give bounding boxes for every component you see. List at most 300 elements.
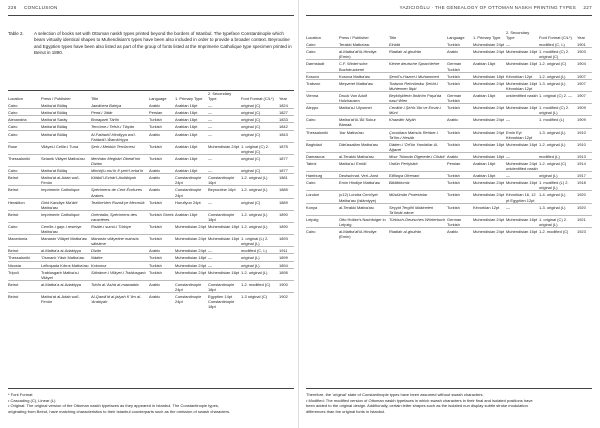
cell-font-format: 1. modified (C) 2. original (L) (539, 104, 577, 116)
cell-year: 1923 (577, 228, 592, 240)
cell-font-format: original (L) (539, 172, 577, 179)
cell-font-format: 1. modified (C) 2. original (C) (539, 48, 577, 60)
cell-location: Thessaloniki (306, 128, 339, 140)
table-row (8, 198, 294, 210)
cell-location: Konya (306, 203, 339, 215)
table-row (306, 128, 592, 140)
table-row (306, 159, 592, 171)
footnote-line: originating from Beirut, have matching characteristics to their Istanbul counterparts such as the omission of swash characters. (8, 408, 231, 414)
cell-press: Druck Von Adolf Holzhausen (339, 91, 389, 103)
cell-secondary-type: Muhendisian 16pt Kêvorkian 12pt (506, 80, 538, 91)
cell-font-format: original (C) (241, 198, 279, 210)
cell-secondary-type: Kêvorkian 16, 12 pt Egyptien 12pt (506, 191, 539, 203)
cell-secondary-type: Muhendisian 24pt unidentified naskh (506, 160, 538, 172)
header-rule-right (306, 15, 592, 16)
cell-font-format: 1-2. original (C) (539, 159, 577, 171)
cell-font-format: original (C) (241, 130, 279, 142)
cell-title: Al-Fatâwâ'l-Hindiyya wa'l-Fatâwâ'l-'Âlamkîriyya (91, 130, 149, 142)
cell-language: Turkish (447, 191, 473, 203)
cell-press: Matba'at al-Adab wa'l-Fenûn (41, 293, 91, 310)
cell-title: Jawâhera Bahiya (91, 103, 122, 109)
cell-title: Manastır vilâyetine mahsûs sâlnâme (91, 235, 149, 247)
cell-title: Nâdire (91, 254, 149, 261)
cell-primary-type: Hurufiyun 24pt (175, 198, 208, 210)
cell-press: Matba'at al-Adab wa'l-Fenûn (41, 174, 91, 186)
cell-title: Şerh-i Mektûb Tercümesi (91, 142, 149, 154)
caption-text: A selection of books set with Ottoman naskh types printed beyond the borders of Istanbul. The typeface Constantinople which bears virtually identical shapes to Muhendisian's types have been also included in order to provide a broader context. Beyroutine and Egyptien types have been also listed as part of the group of fonts listed at the Imprimerie Catholique type specimen printed in Beirut in 1890. (34, 31, 292, 55)
cell-primary-type: Arabian 16pt (175, 123, 208, 130)
cell-location: Cairo (306, 179, 339, 191)
cell-primary-type: Muhendisian 24pt (473, 179, 506, 191)
cell-year: 1881 (279, 174, 294, 186)
cell-title: Risâle-i sumû-i Türkiye (91, 222, 149, 234)
cell-title: Elnidâ (389, 42, 400, 48)
cell-language: Turkish (149, 235, 175, 247)
cell-primary-type: Muhendisian 24pt (175, 248, 207, 254)
cell-press: Trablusgarb Matba'a-i Vilâyet (41, 268, 91, 280)
cell-press: C.F. Winter'sche Buchdruckerei (339, 60, 389, 72)
footnote-line: • Modified: The modified version of Ottoman naskh typefaces in which swash characters in their final and isolated positions have (306, 397, 533, 403)
cell-primary-type: Arabian 16pt (175, 154, 208, 166)
cell-primary-type: Arabian 16pt (175, 109, 208, 116)
cell-font-format: 1-2. original (C) (539, 60, 577, 72)
cell-font-format: original (C) (241, 116, 279, 123)
cell-press: Matba'at Bûlâq (41, 109, 91, 116)
cell-year: 1900 (279, 280, 294, 292)
cell-title: Şemîl's-Hazret-i Muhammed (389, 72, 447, 79)
cell-font-format: 1. original (C) 2. original (C) (241, 142, 279, 154)
cell-title: Dâden-i 'Örf'ün Yanıldılar-ül-Ağavet (389, 140, 447, 152)
cell-year: 1903 (577, 48, 592, 60)
table-row (306, 228, 592, 240)
cell-font-format: 1. original (C) 2. original (L) (539, 215, 577, 227)
cell-location: Ruse (8, 142, 41, 154)
cell-press: Meşveret Matba'ası (339, 79, 389, 91)
cell-press: Vilâyet-i Celîle-i Tuna (41, 142, 91, 154)
cell-primary-type: Muhendisian 24pt (175, 262, 207, 268)
running-head-title-right: YAZICIOĞLU · THE GENEALOGY OF OTTOMAN NASKH PRINTING TYPES (399, 5, 576, 10)
cell-year: 1842 (279, 123, 294, 130)
cell-title: Riadiah al-ghufrân (389, 48, 447, 60)
cell-secondary-type: — (208, 247, 241, 254)
cell-secondary-type: Muhendisian 18pt (208, 268, 241, 280)
cell-title: Khawâfır Niyâh (389, 116, 447, 128)
cell-location: Leipzig (306, 215, 339, 227)
cell-title: Kokonoz (91, 261, 149, 268)
cell-location: Thessaloniki (8, 154, 41, 166)
cell-font-format: 1-3. original (L) (539, 203, 577, 215)
cell-location: Cairo (306, 228, 339, 240)
cell-year: 1843 (279, 130, 294, 142)
cell-press: Girid Kandiye Ma'ârif Matba'ası (41, 198, 91, 210)
cell-primary-type: Arabian 16pt (473, 172, 506, 179)
table-row (306, 152, 592, 159)
cell-location: Damascus (306, 152, 339, 159)
cell-primary-type: Muhendisian 18pt (473, 73, 505, 79)
cell-press: Matba'a-i Ulyunnet (339, 104, 389, 116)
cell-secondary-type: — (208, 109, 241, 116)
col-header-press: Press / Publisher (41, 96, 71, 102)
cell-language: Arabic (149, 167, 175, 174)
cell-title: Orientalia, Spécimens des caractères (91, 210, 149, 222)
cell-year: 1902 (279, 293, 294, 310)
cell-press: Matba'at Bûlâq (41, 103, 68, 109)
cell-font-format: 1-3. original (L) (539, 128, 577, 140)
cell-location: Beirut (8, 174, 41, 186)
page-number-right: 227 (583, 5, 592, 10)
cell-location: Kosovo (306, 72, 339, 79)
cell-language: Turkish (447, 179, 473, 191)
table-row (8, 154, 294, 166)
cell-language: Turkish (149, 254, 175, 261)
cell-font-format: 1. original (C) 2. — (539, 91, 577, 103)
cell-title: Divân (91, 247, 149, 254)
cell-language: Arabic (149, 293, 175, 310)
cell-language: Turkish (149, 154, 175, 166)
cell-press: Matba'a-i Emîdî (339, 159, 389, 171)
col-header-language: Language (447, 35, 465, 41)
cell-title: Çocuklara Mahsûs Rehber-i Ta'lîm-i Hesâb (389, 128, 447, 140)
table-row (306, 104, 592, 116)
cell-secondary-type: Egyptien 14pt Constantinople 18pt (208, 293, 241, 310)
cell-year: 1827 (279, 109, 294, 116)
footnote-line: Therefore, the 'original' state of Constantinople types have been assumed without swash characters. (306, 392, 484, 397)
col-header-secondary-type: 2. Secondary Type (506, 30, 530, 41)
cell-secondary-type: — (208, 116, 241, 123)
cell-font-format: modified (L) (539, 152, 577, 159)
cell-press: Otto Holtze's Nachfolger in Leipzig (339, 215, 389, 227)
cell-primary-type: Muhendisian 24pt (473, 191, 506, 203)
cell-title: Bildikkinmiz (389, 179, 447, 191)
cell-font-format: original (C) (241, 123, 279, 130)
table-bottom-rule-left (8, 388, 294, 389)
cell-press: Matba'at Sarây (41, 116, 91, 123)
cell-year: 1890 (279, 222, 294, 234)
cell-year: 1833 (279, 116, 294, 123)
col-header-location: Location (8, 96, 23, 102)
table-row (8, 102, 294, 109)
cell-title: Kleine deutsche Sprachlehre (389, 60, 447, 72)
cell-primary-type: Arabian 16pt (175, 130, 208, 142)
cell-title: Müslümân Protestolar (389, 191, 447, 203)
cell-year: 1904 (577, 60, 592, 72)
cell-language: Arabic (149, 130, 175, 142)
cell-press: Lefkoşada Kıbrıs Matba'ası (41, 261, 91, 268)
cell-press: Manastır Vilâyet Matba'ası (41, 235, 91, 247)
cell-press: (c12) Londra Cem'iyet Matba'ası (Islâmiyye) (339, 191, 389, 203)
col-header-location: Location (306, 35, 321, 41)
footnote-line: been added to the original design. Additionally, certain letter shapes such as the isolated nun display subtle stroke modulation (306, 403, 528, 409)
cell-secondary-type: — (506, 203, 539, 215)
cell-language: Arabic (149, 174, 175, 186)
cell-press: al-Matba'a al-Adabiyya (41, 247, 91, 254)
cell-language: Turkish (149, 142, 175, 154)
cell-press: al-Matba'a al-Adabiyya (41, 280, 91, 292)
cell-language: Turkish (149, 268, 175, 280)
cell-font-format: original (C) (241, 154, 279, 166)
table-row (306, 179, 592, 191)
cell-location: Nicosia (8, 261, 41, 268)
table-row (8, 235, 294, 247)
cell-language: Arabic (149, 280, 175, 292)
cell-font-format: modified (C, L) (539, 42, 565, 48)
cell-year: 1909 (577, 104, 592, 116)
cell-location: Cairo (8, 130, 41, 142)
cell-font-format: 1-2. original (L) (539, 140, 577, 152)
cell-location: Beirut (8, 186, 41, 198)
cell-language: Turkish (149, 116, 175, 123)
cell-location: Trabzon (306, 79, 339, 91)
cell-primary-type: Arabian 16pt (175, 116, 208, 123)
cell-primary-type: Kêvorkian 12pt (473, 203, 506, 215)
col-header-primary-type: 1. Primary Type (175, 96, 203, 102)
table-row (306, 203, 592, 215)
cell-press: Imprimerie Catholique (41, 210, 91, 222)
running-head-left (8, 5, 294, 12)
cell-location: Cairo (306, 48, 339, 60)
cell-font-format: 1-4. original (L) (539, 191, 577, 203)
table-row (8, 130, 294, 142)
left-page (8, 0, 294, 428)
cell-title: Pend-i 'Attâr (91, 109, 149, 116)
cell-title: Minhâj'u-mu'în fî şerh'i-erba'în (91, 167, 149, 174)
table-row (8, 174, 294, 186)
table-row (8, 268, 294, 280)
cell-location: Cairo (8, 167, 41, 174)
cell-press: al-Matba'at'ül-Hindiye (Emin) (339, 48, 389, 60)
cell-secondary-type: Muhendisian 16pt (506, 60, 539, 72)
cell-font-format: original (C) (241, 167, 279, 174)
books-table-right (306, 30, 592, 239)
cell-primary-type: Muhendisian 24pt (473, 104, 506, 116)
page-number-left: 226 (8, 5, 17, 10)
cell-year: 1901 (577, 42, 586, 48)
cell-secondary-type: Constantinople 18pt (208, 280, 241, 292)
cell-language: Turkish (447, 128, 473, 140)
cell-press: Terakki Matba'ası (339, 42, 370, 48)
cell-secondary-type: — (208, 198, 241, 210)
cell-title: Cevâhir-i Şehîr-'Ilbi ve Envâr-i Mûnî (389, 104, 447, 116)
table-row (8, 186, 294, 198)
cell-location: Heraklion (8, 198, 41, 210)
cell-title: Bonaparti Târîhi (91, 116, 149, 123)
table-row (8, 123, 294, 130)
footnote-line: * Font Format (8, 392, 33, 397)
cell-title: Seyyid Tergîhî Makineleri Ta'lîmât-nâme (389, 203, 447, 215)
cell-font-format: 1. original (L) 2. original (L) (241, 235, 279, 247)
cell-title: Tercüme-i Tefsîr-i Tibyân (91, 123, 149, 130)
right-page (306, 0, 592, 428)
cell-font-format: 1-2. original (L) (241, 268, 279, 280)
cell-year: 1889 (279, 198, 294, 210)
cell-secondary-type: Constantinople 18pt (208, 210, 241, 222)
cell-location: Thessaloniki (8, 254, 41, 261)
cell-title: Sâlnâme-i Vilâyet-i Trablusgarb (91, 268, 149, 280)
cell-title: Kitâbü'l-Ezhâr'l-Ardâbiyah (91, 174, 149, 186)
cell-language: Turkish Greek (149, 210, 175, 222)
cell-primary-type: Muhendisian 24pt (175, 235, 208, 247)
cell-year: 1894 (279, 261, 294, 268)
cell-language: Arabic (149, 186, 175, 198)
cell-location: Baghdad (306, 140, 339, 152)
cell-secondary-type: Constantinople 16pt (208, 174, 241, 186)
running-head-right (306, 5, 592, 12)
cell-language: Arabic (149, 103, 161, 109)
cell-primary-type: Arabian 16pt (473, 159, 506, 171)
table-row (306, 116, 592, 128)
cell-primary-type: Arabian 16pt (175, 167, 208, 174)
cell-font-format: 1-2. original (L) (241, 222, 279, 234)
cell-secondary-type: Muhendisian 16pt (506, 140, 539, 152)
cell-title: Menhâm Meghâri Öbeidî'nin Divânı (91, 154, 149, 166)
header-rule-left (8, 15, 294, 16)
cell-primary-type: Arabian 16pt (473, 60, 506, 72)
table-row (306, 48, 592, 60)
cell-title: Al-Qawâ'id al-jalyah fî 'ilm al-'Arabiyah (91, 293, 149, 310)
table-row (306, 191, 592, 203)
cell-primary-type: Muhendisian 24pt (473, 228, 506, 240)
cell-year: 1918 (577, 179, 592, 191)
cell-location: Cairo (306, 116, 339, 128)
cell-title: Ürdûn Perîşhâdı (389, 159, 447, 171)
cell-press: Dârüssalâm Matba'ası (339, 140, 389, 152)
cell-language: Turkish (447, 140, 473, 152)
cell-location: Macedonia (8, 235, 41, 247)
cell-primary-type: Muhendisian 24pt (473, 48, 506, 60)
cell-primary-type: Constantinople 24pt (175, 280, 208, 292)
table-row (8, 210, 294, 222)
table-row (306, 215, 592, 227)
cell-primary-type: Constantinople 24pt (175, 293, 208, 310)
table-row (306, 60, 592, 72)
cell-year: 1909 (577, 116, 592, 128)
cell-font-format: 1-2. original (L) (539, 72, 577, 79)
cell-press: Matba'at Bûlâq (41, 130, 91, 142)
table-row (8, 167, 294, 174)
cell-font-format: modified (C, L) (241, 247, 279, 254)
cell-title: Elifbaya Ofrenani (389, 172, 447, 179)
cell-press: al-Terakki Matba'ası (339, 203, 389, 215)
cell-secondary-type: Muhendisian 16pt (506, 228, 539, 240)
running-head-title-left: CONCLUSION (24, 5, 58, 10)
cell-language: Persian (447, 159, 473, 171)
footnote-line: differences than the original fonts in Istanbul. (306, 408, 386, 414)
cell-secondary-type: — (506, 42, 510, 48)
cell-secondary-type: — (506, 116, 539, 128)
cell-secondary-type: — (208, 167, 241, 174)
cell-secondary-type: Muhendisian 16pt (208, 235, 241, 247)
cell-primary-type: Muhendisian 24pt (473, 128, 506, 140)
table-row (8, 116, 294, 123)
cell-language: Turkish (447, 172, 473, 179)
cell-location: Beirut (8, 280, 41, 292)
col-header-title: Title (389, 35, 397, 41)
cell-language: Turkish (447, 203, 473, 215)
caption-label: Table 2. (8, 31, 24, 36)
cell-language: Turkish (149, 261, 175, 268)
cell-secondary-type: — (506, 152, 539, 159)
cell-press: Kosova Matba'ası (339, 72, 389, 79)
cell-year: 1824 (279, 103, 288, 109)
cell-secondary-type: Muhendisian 16pt (506, 104, 539, 116)
col-header-year: Year (577, 35, 585, 41)
cell-language: Turkish (447, 72, 473, 79)
col-header-language: Language (149, 96, 167, 102)
table-row (306, 79, 592, 91)
table-row (8, 222, 294, 234)
col-header-font-format: Font Format (C/L*) (539, 35, 572, 41)
table-row (8, 293, 294, 310)
cell-primary-type: Muhendisian 18pt (473, 140, 506, 152)
cell-title: Türkisch-Deutsches Wörterbuch (389, 215, 447, 227)
cell-primary-type: Constantinople 24pt (175, 174, 208, 186)
cell-location: Beirut (8, 210, 41, 222)
cell-year: 1910 (577, 140, 592, 152)
col-header-primary-type: 1. Primary Type (473, 35, 501, 41)
cell-title: Beyköşkferin İbrâhîm Paşa'da nasıl Wien (389, 91, 447, 103)
cell-location: Cairo (8, 103, 18, 109)
cell-font-format: 1-2. original (L) (241, 186, 279, 198)
cell-year: 1907 (577, 72, 592, 79)
cell-location: London (306, 191, 339, 203)
cell-font-format: 1-2. modified (C) (539, 228, 577, 240)
cell-title: Riadiah al-ghufrân (389, 228, 447, 240)
cell-year: 1921 (577, 215, 592, 227)
cell-press: Imprimerie Catholique (41, 186, 91, 198)
cell-year: 1890 (279, 210, 294, 222)
cell-year: 1911 (279, 247, 294, 254)
cell-language: German Turkish (447, 215, 473, 227)
cell-font-format: 1. modified (L) 2. original (L) (539, 179, 577, 191)
table-row (8, 247, 294, 254)
cell-primary-type: Muhendisian 18pt (473, 153, 505, 159)
cell-year: 1885 (279, 186, 294, 198)
cell-primary-type: Arabian 16pt (175, 142, 208, 154)
table-header-row (306, 30, 592, 41)
footnotes-left (8, 392, 294, 414)
cell-secondary-type: Muhendisian 24pt (208, 142, 241, 154)
cell-title: Tezkire'den Ruznâ'ye Mecmûâ (91, 198, 149, 210)
cell-secondary-type: Beyroutine 16pt (208, 186, 241, 198)
cell-location: Darmstadt (306, 60, 339, 72)
cell-primary-type: Muhendisian 24pt (473, 42, 505, 48)
cell-primary-type: Muhendisian 24pt (175, 222, 208, 234)
cell-font-format: original (L) (241, 261, 279, 268)
cell-year: 1917 (577, 172, 592, 179)
cell-secondary-type: — (208, 254, 241, 261)
cell-font-format: original (L) (241, 254, 279, 261)
cell-language: Arabic (447, 48, 473, 60)
cell-press: Matba'at'ül-'Âlî Sukur Bâmaâ (339, 116, 389, 128)
cell-location: Hamburg (306, 172, 339, 179)
cell-language: Turkish (149, 123, 175, 130)
cell-press: al-Terakki Matba'ası (339, 152, 389, 159)
table-row (306, 91, 592, 103)
cell-press: al-Matba'at'ül-Hindiye (Emin) (339, 228, 389, 240)
table-row (306, 172, 592, 179)
cell-year: 1910 (577, 128, 592, 140)
cell-year: 1920 (577, 191, 592, 203)
col-header-secondary-type: 2. Secondary Type (208, 91, 232, 102)
books-table-left (8, 91, 294, 309)
cell-primary-type: Arabian 16pt (473, 91, 506, 103)
cell-language: Arabic (149, 247, 175, 254)
cell-primary-type: Muhendisian 24pt (473, 116, 506, 128)
cell-title: Tuhfa al-'Ashâ al-mawadda (91, 280, 149, 292)
cell-year: 1907 (577, 91, 592, 103)
page-gutter (298, 0, 299, 428)
cell-year: 1875 (279, 142, 294, 154)
